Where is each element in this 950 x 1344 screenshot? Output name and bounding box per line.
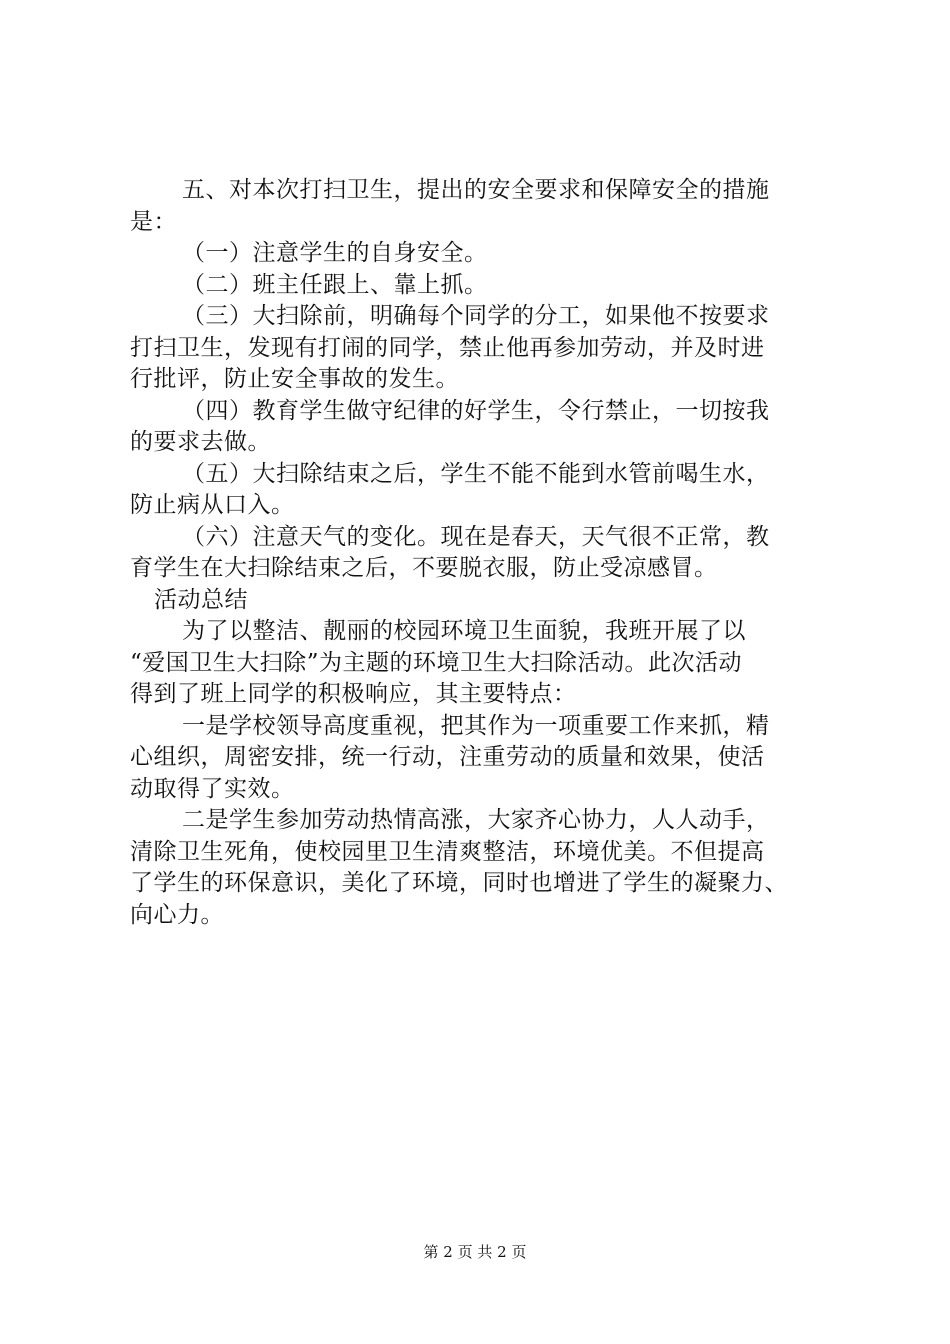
paragraph-line: （三）大扫除前，明确每个同学的分工，如果他不按要求 bbox=[182, 303, 770, 329]
paragraph-line: （六）注意天气的变化。现在是春天，天气很不正常，教 bbox=[182, 523, 770, 550]
paragraph-line: 得到了班上同学的积极响应，其主要特点： bbox=[130, 681, 577, 707]
paragraph-line: 防止病从口入。 bbox=[130, 492, 295, 518]
paragraph-line: 是： bbox=[130, 208, 177, 235]
paragraph-line: （四）教育学生做守纪律的好学生，令行禁止，一切按我 bbox=[182, 397, 770, 424]
paragraph-line: 五、对本次打扫卫生，提出的安全要求和保障安全的措施 bbox=[182, 177, 770, 203]
document-body bbox=[130, 175, 840, 931]
paragraph-line: 的要求去做。 bbox=[130, 429, 271, 455]
paragraph-line: 了学生的环保意识，美化了环境，同时也增进了学生的凝聚力、 bbox=[130, 870, 788, 896]
section-heading: 活动总结 bbox=[154, 586, 248, 613]
paragraph-line: 二是学生参加劳动热情高涨，大家齐心协力，人人动手， bbox=[182, 807, 770, 833]
paragraph-line: 清除卫生死角，使校园里卫生清爽整洁，环境优美。不但提高 bbox=[130, 838, 765, 865]
paragraph-line: 行批评，防止安全事故的发生。 bbox=[130, 366, 459, 392]
paragraph-line: 向心力。 bbox=[130, 901, 224, 928]
paragraph-line: （二）班主任跟上、靠上抓。 bbox=[182, 271, 488, 298]
paragraph-line: 为了以整洁、靓丽的校园环境卫生面貌，我班开展了以 bbox=[182, 618, 746, 644]
paragraph-line: “爱国卫生大扫除”为主题的环境卫生大扫除活动。此次活动 bbox=[130, 649, 743, 676]
paragraph-line: 动取得了实效。 bbox=[130, 775, 295, 802]
page-number-footer: 第 2 页 共 2 页 bbox=[423, 1243, 527, 1261]
paragraph-line: 打扫卫生，发现有打闹的同学，禁止他再参加劳动，并及时进 bbox=[130, 334, 765, 361]
paragraph-line: （五）大扫除结束之后，学生不能不能到水管前喝生水， bbox=[182, 460, 770, 487]
paragraph-line: 育学生在大扫除结束之后，不要脱衣服，防止受凉感冒。 bbox=[130, 555, 718, 581]
paragraph-line: （一）注意学生的自身安全。 bbox=[182, 240, 488, 266]
paragraph-line: 一是学校领导高度重视，把其作为一项重要工作来抓，精 bbox=[182, 712, 770, 739]
paragraph-line: 心组织，周密安排，统一行动，注重劳动的质量和效果，使活 bbox=[130, 744, 765, 770]
